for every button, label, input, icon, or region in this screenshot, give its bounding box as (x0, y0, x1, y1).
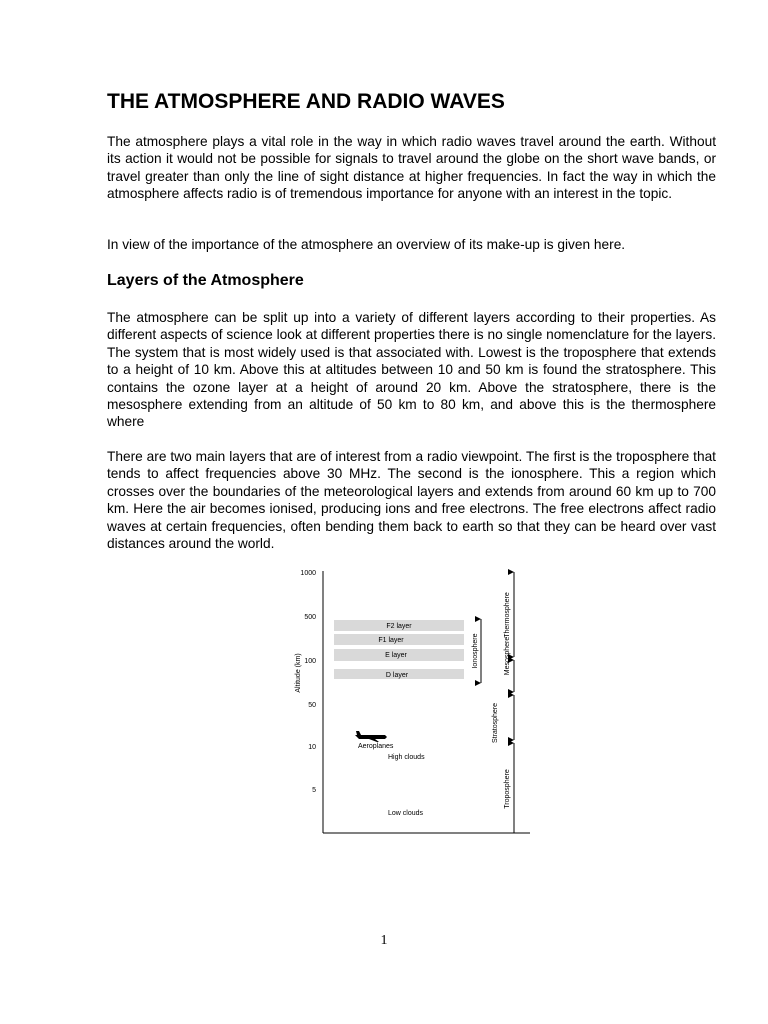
aeroplane-icon (355, 731, 387, 742)
high-clouds-label: High clouds (388, 754, 425, 761)
e-layer-label: E layer (385, 652, 407, 659)
atmosphere-layers-figure (285, 563, 535, 838)
page-title: THE ATMOSPHERE AND RADIO WAVES (107, 90, 505, 113)
d-layer-label: D layer (385, 672, 409, 679)
f1-layer-label: F1 layer (378, 637, 404, 644)
y-axis-title: Altitude (km) (295, 653, 302, 693)
y-tick-label: 50 (308, 702, 316, 709)
y-tick-label: 100 (304, 658, 316, 665)
y-tick-label: 10 (308, 744, 316, 751)
atmosphere-diagram (285, 563, 535, 838)
page-number: 1 (380, 933, 388, 948)
stratosphere-label: Stratosphere (492, 702, 499, 744)
intro-paragraph-1: The atmosphere plays a vital role in the way in which radio waves travel around the earth. Without its action it would not be possible for signals to travel around the globe on the short wave bands, or travel greater than only the line of sight distance at higher frequencies. In fact the way in which the atmosphere affects radio is of tremendous importance for anyone with an interest in the topic. (107, 134, 716, 202)
layers-paragraph-2: There are two main layers that are of interest from a radio viewpoint. The first is the troposphere that tends to affect frequencies above 30 MHz. The second is the ionosphere. This a region which crosses over the boundaries of the meteorological layers and extends from around 60 km up to 700 km. Here the air becomes ionised, producing ions and free electrons. The free electrons affect radio waves at certain frequencies, often bending them back to earth so that they can be heard over vast distances around the world. (107, 449, 716, 552)
low-clouds-label: Low clouds (388, 810, 424, 817)
aeroplanes-label: Aeroplanes (358, 743, 394, 750)
section-heading: Layers of the Atmosphere (107, 272, 304, 289)
y-tick-label: 500 (304, 614, 316, 621)
thermosphere-label: Thermosphere (504, 592, 511, 638)
intro-paragraph-2: In view of the importance of the atmosphere an overview of its make-up is given here. (107, 237, 626, 252)
troposphere-label: Troposphere (504, 769, 511, 809)
f2-layer-label: F2 layer (386, 623, 412, 630)
y-tick-label: 5 (312, 787, 316, 794)
mesosphere-label: Mesosphere (504, 636, 511, 676)
layers-paragraph-1: The atmosphere can be split up into a variety of different layers according to their properties. As different aspects of science look at different properties there is no single nomenclature for the layers. The system that is most widely used is that associated with. Lowest is the troposphere that extends to a height of 10 km. Above this at altitudes between 10 and 50 km is found the stratosphere. This contains the ozone layer at a height of around 20 km. Above the stratosphere, there is the mesosphere extending from an altitude of 50 km to 80 km, and above this is the thermosphere where (107, 310, 716, 430)
ionosphere-label: Ionosphere (472, 633, 479, 669)
y-tick-label: 1000 (300, 570, 316, 577)
